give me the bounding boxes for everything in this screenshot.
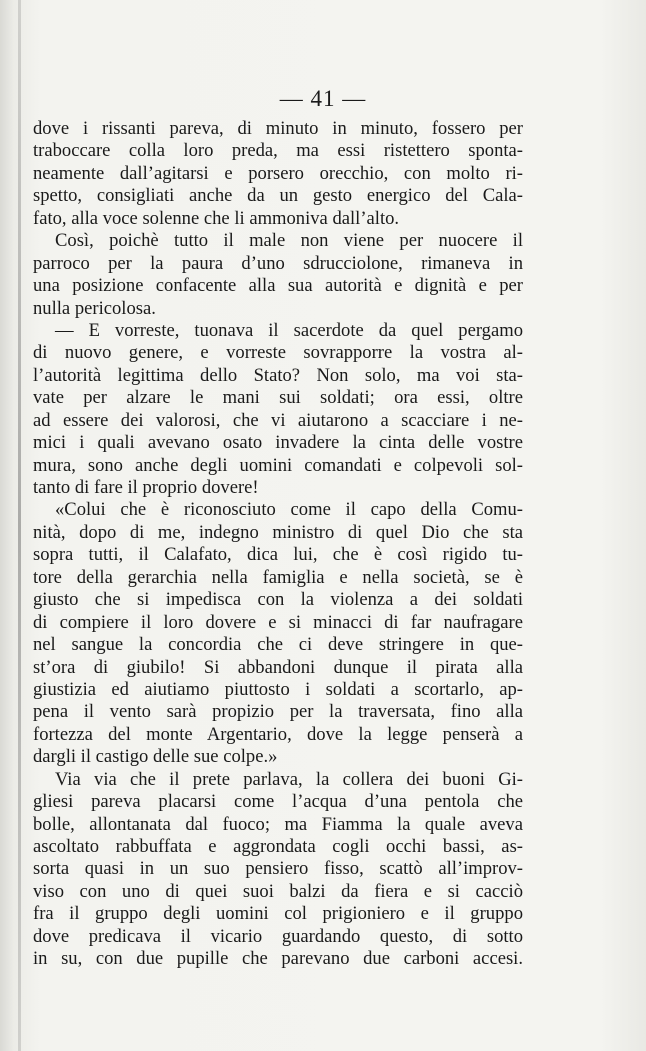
page-spine-shadow (18, 0, 21, 1051)
text-line: Via via che il prete parlava, la collera dei buoni Gi- (55, 768, 523, 790)
text-line: tore della gerarchia nella famiglia e nella società, se è (33, 566, 523, 588)
text-line: viso con uno di quei suoi balzi da fiera e si cacciò (33, 880, 523, 902)
text-line: dove predicava il vicario guardando questo, di sotto (33, 925, 523, 947)
text-line: nità, dopo di me, indegno ministro di quel Dio che sta (33, 521, 523, 543)
text-line: una posizione confacente alla sua autorità e dignità e per (33, 275, 523, 297)
text-line: vate per alzare le mani sui soldati; ora essi, oltre (33, 387, 523, 409)
text-line: fato, alla voce solenne che li ammoniva dall’alto. (33, 207, 400, 229)
text-line: pena il vento sarà propizio per la traversata, fino alla (33, 701, 523, 723)
text-line: l’autorità legittima dello Stato? Non solo, ma voi sta- (33, 364, 523, 386)
body-text (33, 118, 523, 971)
text-line: giustizia ed aiutiamo piuttosto i soldati a scortarlo, ap- (33, 678, 523, 700)
text-line: di compiere il loro dovere e si minacci di far naufragare (33, 611, 523, 633)
text-line: parroco per la paura d’uno sdrucciolone, rimaneva in (33, 252, 523, 274)
text-line: tanto di fare il proprio dovere! (33, 477, 259, 498)
text-line: «Colui che è riconosciuto come il capo della Comu- (55, 499, 523, 521)
text-line: st’ora di giubilo! Si abbandoni dunque il pirata alla (33, 656, 523, 678)
text-line: gliesi pareva placarsi come l’acqua d’una pentola che (33, 791, 523, 813)
text-line: in su, con due pupille che parevano due carboni accesi. (33, 948, 523, 970)
text-line: Così, poichè tutto il male non viene per nuocere il (55, 230, 523, 252)
page-number: — 41 — (279, 86, 367, 111)
text-line: mura, sono anche degli uomini comandati e colpevoli sol- (33, 454, 523, 476)
text-line: fortezza del monte Argentario, dove la legge penserà a (33, 723, 523, 745)
text-line: dargli il castigo delle sue colpe.» (33, 746, 278, 768)
text-line: fra il gruppo degli uomini col prigioniero e il gruppo (33, 903, 523, 925)
text-line: dove i rissanti pareva, di minuto in minuto, fossero per (33, 118, 523, 139)
text-line: di nuovo genere, e vorreste sovrapporre la vostra al- (33, 342, 523, 364)
text-line: ad essere dei valorosi, che vi aiutarono a scacciare i ne- (33, 409, 523, 431)
text-line: — E vorreste, tuonava il sacerdote da quel pergamo (55, 319, 523, 341)
text-line: neamente dall’agitarsi e porsero orecchio, con molto ri- (33, 162, 523, 184)
text-line: ascoltato rabbuffata e aggrondata cogli occhi bassi, as- (33, 836, 523, 857)
text-line: giusto che si impedisca con la violenza a dei soldati (33, 589, 523, 611)
text-line: nel sangue la concordia che ci deve stringere in que- (33, 634, 523, 656)
text-line: mici i quali avevano osato invadere la cinta delle vostre (33, 432, 523, 454)
text-line: bolle, allontanata dal fuoco; ma Fiamma la quale aveva (33, 813, 523, 835)
text-line: nulla pericolosa. (33, 297, 156, 319)
text-line: sopra tutti, il Calafato, dica lui, che è così rigido tu- (33, 544, 523, 566)
text-line: traboccare colla loro preda, ma essi ristettero sponta- (33, 140, 523, 162)
text-line: sorta quasi in un suo pensiero fisso, scattò all’improv- (33, 858, 523, 880)
text-line: spetto, consigliati anche da un gesto energico del Cala- (33, 185, 523, 207)
